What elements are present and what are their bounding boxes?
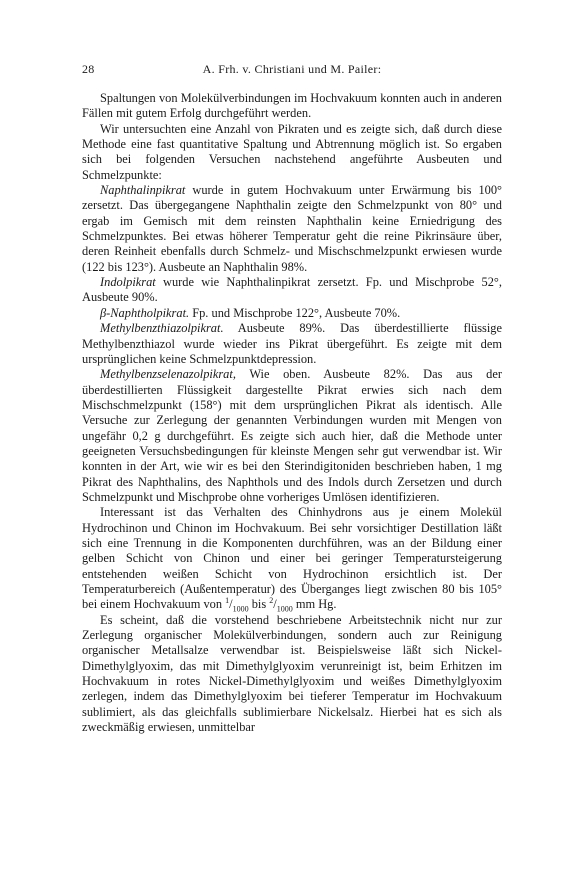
- paragraph-pikrate-intro: [82, 122, 502, 183]
- page-header: [82, 62, 502, 80]
- paragraph-indolpikrat: [82, 275, 502, 306]
- compound-name: β-Naphtholpikrat.: [100, 305, 190, 320]
- paragraph-naphtholpikrat: [82, 306, 502, 321]
- paragraph-text: wurde in gutem Hochvakuum unter Erwärmung bis 100° zersetzt. Das übergegangene Naphthalin zeigte den Schmelzpunkt von 80° und ergab im Gemisch mit dem reinsten Naphthalin keine Erniedrigung des Schmelzpunktes. Bei etwas höherer Temperatur geht die reine Pikrinsäure über, deren Reinheit ebenfalls durch Schmelz- und Mischschmelzpunkt erwiesen wurde (122 bis 123°). Ausbeute an Naphthalin 98%.: [82, 183, 502, 274]
- paragraph-text: Interessant ist das Verhalten des Chinhydrons aus je einem Molekül Hydrochinon und Chinon im Hochvakuum. Bei sehr vorsichtiger Destillation läßt sich eine Trennung in die Komponenten durchführen, was an der Bildung einer gelben Schicht von Chinon und einer bei geringer Temperatursteigerung entstehenden weißen Schicht von Hydrochinon ersichtlich ist. Der Temperaturbereich (Außentemperatur) des Überganges liegt zwischen 80 bis 105° bei einem Hochvakuum von: [82, 505, 502, 612]
- paragraph-text: Wir untersuchten eine Anzahl von Pikraten und es zeigte sich, daß durch diese Methode eine fast quantitative Spaltung und Abtrennung möglich ist. So ergaben sich bei folgenden Versuchen nachstehend angeführte Ausbeuten und Schmelzpunkte:: [82, 121, 502, 182]
- fraction-denominator: 1000: [232, 604, 249, 614]
- running-title: A. Frh. v. Christiani und M. Pailer:: [202, 62, 382, 76]
- compound-name: Methylbenzthiazolpikrat.: [100, 321, 224, 336]
- paragraph-spaltungen: [82, 91, 502, 122]
- paragraph-text: wurde wie Naphthalinpikrat zersetzt. Fp. und Mischprobe 52°, Ausbeute 90%.: [82, 275, 502, 305]
- fraction-numerator: 1: [225, 596, 230, 606]
- paragraph-text: Es scheint, daß die vorstehend beschriebene Arbeitstechnik nicht nur zur Zerlegung organischer Molekülverbindungen, sondern auch zur Reinigung organischer Metallsalze verwendbar ist. Beispielsweise läßt sich Nickel-Dimethylglyoxim, das mit Dimethylglyoxim verunreinigt ist, beim Erhitzen im Hochvakuum in rotes Nickel-Dimethylglyoxim und weißes Dimethylglyoxim zerlegen, indem das Dimethylglyoxim bei tieferer Temperatur im Hochvakuum sublimiert, als das gleichfalls sublimierbare Nickelsalz. Hierbei hat es sich als zweckmäßig erwiesen, unmittelbar: [82, 612, 502, 735]
- paragraph-naphthalinpikrat: [82, 183, 502, 275]
- paragraph-text: bis: [248, 597, 270, 612]
- paragraph-arbeitstechnik: [82, 613, 502, 736]
- paragraph-chinhydron: Interessant ist das Verhalten des Chinhydrons aus je einem Molekül Hydrochinon und Chinon im Hochvakuum. Bei sehr vorsichtiger Destillation läßt sich eine Trennung in die Komponenten durchführen, was an der Bildung einer gelben Schicht von Chinon und einer bei geringer Temperatursteigerung entstehenden weißen Schicht von Hydrochinon ersichtlich ist. Der Temperaturbereich (Außentemperatur) des Überganges liegt zwischen 80 bis 105° bei einem Hochvakuum von $^1/_{1000}$ bis $^2/_{1000}$ mm Hg.: [82, 505, 502, 614]
- fraction-denominator: 1000: [276, 604, 293, 614]
- paragraph-text: Spaltungen von Molekülverbindungen im Hochvakuum konnten auch in anderen Fällen mit gutem Erfolg durchgeführt werden.: [82, 91, 502, 121]
- paragraph-methylbenzthiazolpikrat: [82, 321, 502, 367]
- compound-name: Methylbenzselenazolpikrat,: [100, 367, 236, 382]
- compound-name: Indolpikrat: [100, 275, 156, 290]
- paragraph-text: Fp. und Mischprobe 122°, Ausbeute 70%.: [189, 305, 401, 320]
- compound-name: Naphthalinpikrat: [100, 183, 186, 198]
- paragraph-text: Ausbeute 89%. Das überdestillierte flüssige Methylbenzthiazol wurde wieder ins Pikrat übergeführt. Es zeigte mit dem ursprünglichen keine Schmelzpunktdepression.: [82, 321, 502, 366]
- fraction-numerator: 2: [269, 596, 274, 606]
- paragraph-methylbenzselenazolpikrat: [82, 367, 502, 505]
- paragraph-text: Wie oben. Ausbeute 82%. Das aus der überdestillierten Flüssigkeit dargestellte Pikrat erwies sich nach dem Mischschmelzpunkt (158°) mit dem ursprünglichen Pikrat als identisch. Alle Versuche zur Zerlegung der genannten Verbindungen wurden mit Mengen von ungefähr 0,2 g durchgeführt. Es zeigte sich auch hier, daß die Methode unter geeigneten Versuchsbedingungen für kleinste Mengen sehr gut verwendbar ist. Wir konnten in der Art, wie wir es bei den Sterindigitoniden beschrieben haben, 1 mg Pikrat des Naphthalins, des Naphthols und des Indols durch Zersetzen und durch Schmelzpunkt und Mischprobe ohne vorheriges Umlösen identifizieren.: [82, 367, 502, 504]
- paragraph-text: mm Hg.: [292, 597, 337, 612]
- body-text: [82, 91, 502, 735]
- page-number: 28: [82, 62, 95, 76]
